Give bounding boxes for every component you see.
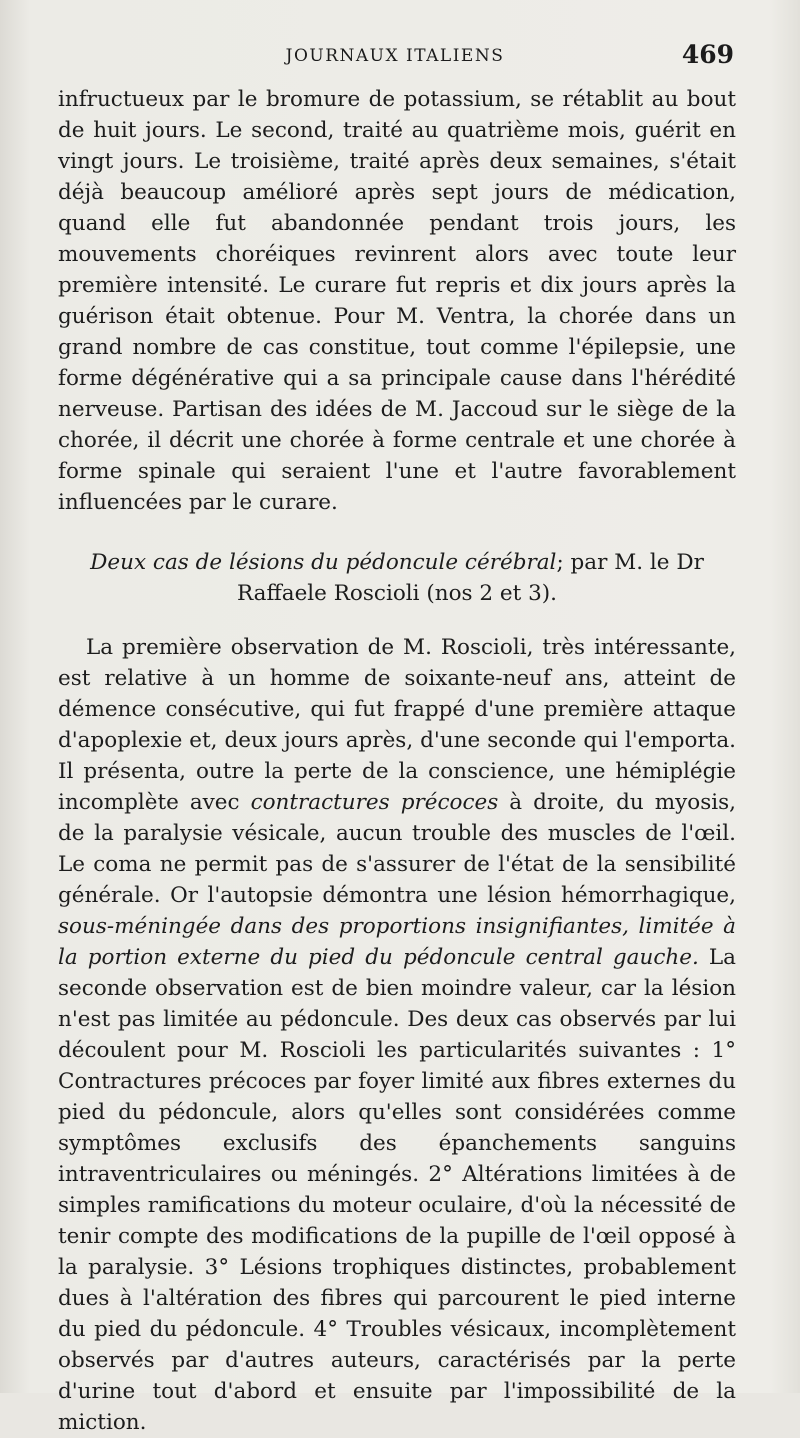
paragraph-text-2: à droite, du myosis, de la paralysie vésicale, aucun trouble des muscles de l'œil. Le coma ne permit pas de s'assurer de l'état de la sensibilité générale. Or l'autopsie démontra une lésion hémorrhagique, bbox=[58, 790, 736, 908]
page-header bbox=[56, 40, 734, 74]
page-number: 469 bbox=[681, 40, 734, 69]
emphasis-lesion: sous-méningée dans des proportions insignifiantes, limitée à la portion externe du pied du pédoncule central gauche. bbox=[58, 914, 736, 970]
continued-paragraph: infructueux par le bromure de potassium, se rétablit au bout de huit jours. Le second, traité au quatrième mois, guérit en vingt jours. Le troisième, traité après deux semaines, s'était déjà beaucoup amélioré après sept jours de médication, quand elle fut abandonnée pendant trois jours, les mouvements choréiques revinrent alors avec toute leur première intensité. Le curare fut repris et dix jours après la guérison était obtenue. Pour M. Ventra, la chorée dans un grand nombre de cas constitue, tout comme l'épilepsie, une forme dégénérative qui a sa principale cause dans l'hérédité nerveuse. Partisan des idées de M. Jaccoud sur le siège de la chorée, il décrit une chorée à forme centrale et une chorée à forme spinale qui seraient l'une et l'autre favorablement influencées par le curare. bbox=[58, 87, 736, 515]
emphasis-contractures: contractures précoces bbox=[250, 790, 499, 815]
article-title: Deux cas de lésions du pédoncule cérébral bbox=[90, 550, 557, 575]
article-heading bbox=[58, 547, 736, 609]
running-title: JOURNAUX ITALIENS bbox=[285, 46, 505, 66]
article-byline: ; par M. le Dr Raffaele Roscioli (nos 2 et 3). bbox=[236, 550, 704, 606]
body-text bbox=[58, 84, 736, 1438]
paragraph-text-3: La seconde observation est de bien moindre valeur, car la lésion n'est pas limitée au pédoncule. Des deux cas observés par lui découlent pour M. Roscioli les particularités suivantes : 1° Contractures précoces par foyer limité aux fibres externes du pied du pédoncule, alors qu'elles sont considérées comme symptômes exclusifs des épanchements sanguins intraventriculaires ou méningés. 2° Altérations limitées à de simples ramifications du moteur oculaire, d'où la nécessité de tenir compte des modifications de la pupille de l'œil opposé à la paralysie. 3° Lésions trophiques distinctes, probablement dues à l'altération des fibres qui parcourent le pied interne du pied du pédoncule. 4° Troubles vésicaux, incomplètement observés par d'autres auteurs, caractérisés par la perte d'urine tout d'abord et ensuite par l'impossibilité de la miction. bbox=[58, 945, 736, 1435]
paragraph-text-1: La première observation de M. Roscioli, très intéressante, est relative à un homme de soixante-neuf ans, atteint de démence consécutive, qui fut frappé d'une première attaque d'apoplexie et, deux jours après, d'une seconde qui l'emporta. Il présenta, outre la perte de la conscience, une hémiplégie incomplète avec bbox=[58, 635, 736, 815]
article-paragraph bbox=[58, 632, 736, 1438]
